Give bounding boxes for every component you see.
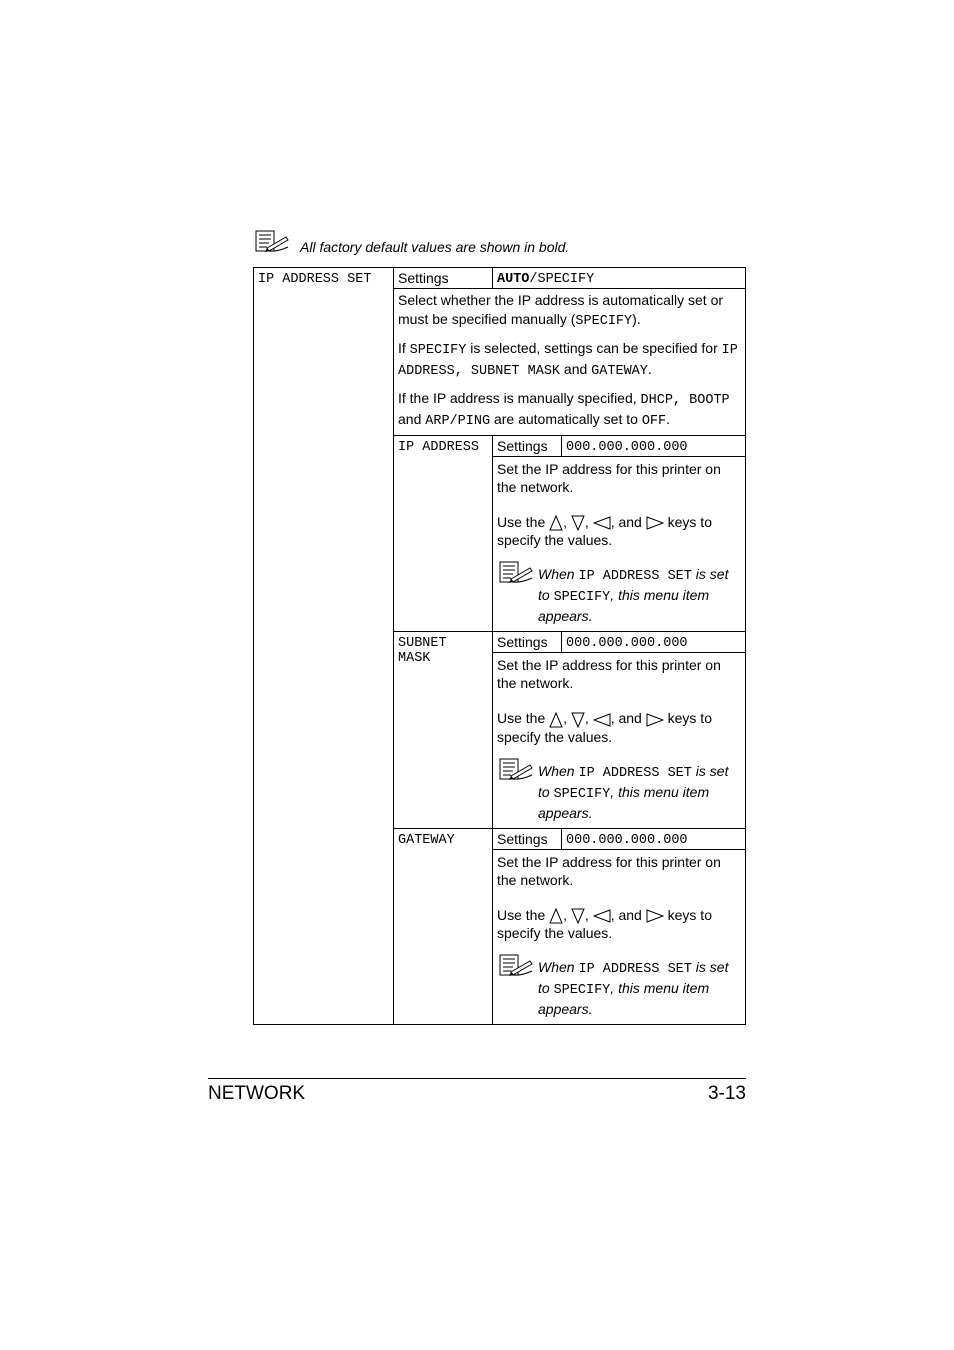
specify-note: When IP ADDRESS SET is set to SPECIFY, this menu item appears. [497,958,741,1018]
down-arrow-key-icon [571,515,585,531]
gateway-value: 000.000.000.000 [566,832,688,848]
note-pencil-icon [499,561,535,585]
note-pencil-icon [255,230,291,254]
footer-section-title: NETWORK [208,1083,306,1104]
description-text: Set the IP address for this printer on the network. [497,657,721,692]
settings-label: Settings [497,830,548,847]
ip-address-set-value-cell [493,268,746,289]
settings-label: Settings [497,634,548,651]
right-arrow-key-icon [646,909,664,923]
left-arrow-key-icon [593,909,611,923]
left-arrow-key-icon [593,713,611,727]
footer-rule [208,1078,746,1079]
note-text: All factory default values are shown in bold. [300,239,570,255]
specify-note: When IP ADDRESS SET is set to SPECIFY, this menu item appears. [497,762,741,822]
gateway-description [493,849,746,1024]
subnet-mask-value: 000.000.000.000 [566,636,688,652]
up-arrow-key-icon [549,515,563,531]
description-para-1: Select whether the IP address is automatically set or must be specified manually (SPECIFY). [398,292,724,329]
settings-label: Settings [497,438,548,454]
gateway-cell [394,828,493,1024]
ip-address-set-value [493,268,745,288]
ip-address-set-description [394,289,746,436]
description-para-2: If SPECIFY is selected, settings can be specified for IP ADDRESS, SUBNET MASK and GATEWAY. [398,340,738,379]
description-para-3: If the IP address is manually specified, DHCP, BOOTP and ARP/PING are automatically set to OFF. [398,390,730,429]
ip-address-settings-label-cell [493,436,562,457]
up-arrow-key-icon [549,908,563,924]
ip-address-value: 000.000.000.000 [566,440,688,455]
down-arrow-key-icon [571,908,585,924]
default-value-auto: AUTO [497,272,530,287]
ip-address-value-cell [562,436,746,457]
right-arrow-key-icon [646,713,664,727]
ip-address-set-label: IP ADDRESS SET [258,272,372,287]
up-arrow-key-icon [549,712,563,728]
subnet-mask-cell [394,632,493,828]
keys-instruction: Use the , , , and keys to specify the values. [497,514,712,549]
down-arrow-key-icon [571,712,585,728]
keys-instruction: Use the , , , and keys to specify the values. [497,906,712,941]
value-specify: /SPECIFY [529,272,595,287]
factory-default-note [255,230,755,258]
specify-note: When IP ADDRESS SET is set to SPECIFY, this menu item appears. [497,565,741,625]
subnet-mask-label: SUBNET MASK [398,636,447,667]
description-text: Set the IP address for this printer on the network. [497,461,721,495]
ip-address-set-settings-label-cell [394,268,493,289]
subnet-mask-settings-label-cell [493,632,562,653]
keys-instruction: Use the , , , and keys to specify the values. [497,710,712,745]
ip-address-set-table [253,267,746,1025]
note-pencil-icon [499,758,535,782]
subnet-mask-description [493,653,746,828]
gateway-label: GATEWAY [398,832,455,848]
description-text: Set the IP address for this printer on the network. [497,853,721,888]
gateway-value-cell [562,828,746,849]
gateway-settings-label-cell [493,828,562,849]
footer-page-number: 3-13 [707,1083,746,1104]
subnet-mask-value-cell [562,632,746,653]
right-arrow-key-icon [646,516,664,530]
settings-label: Settings [398,270,449,286]
ip-address-label: IP ADDRESS [398,440,480,455]
ip-address-description [493,457,746,632]
left-arrow-key-icon [593,516,611,530]
ip-address-set-cell [254,268,394,1025]
ip-address-cell [394,436,493,632]
note-pencil-icon [499,954,535,978]
